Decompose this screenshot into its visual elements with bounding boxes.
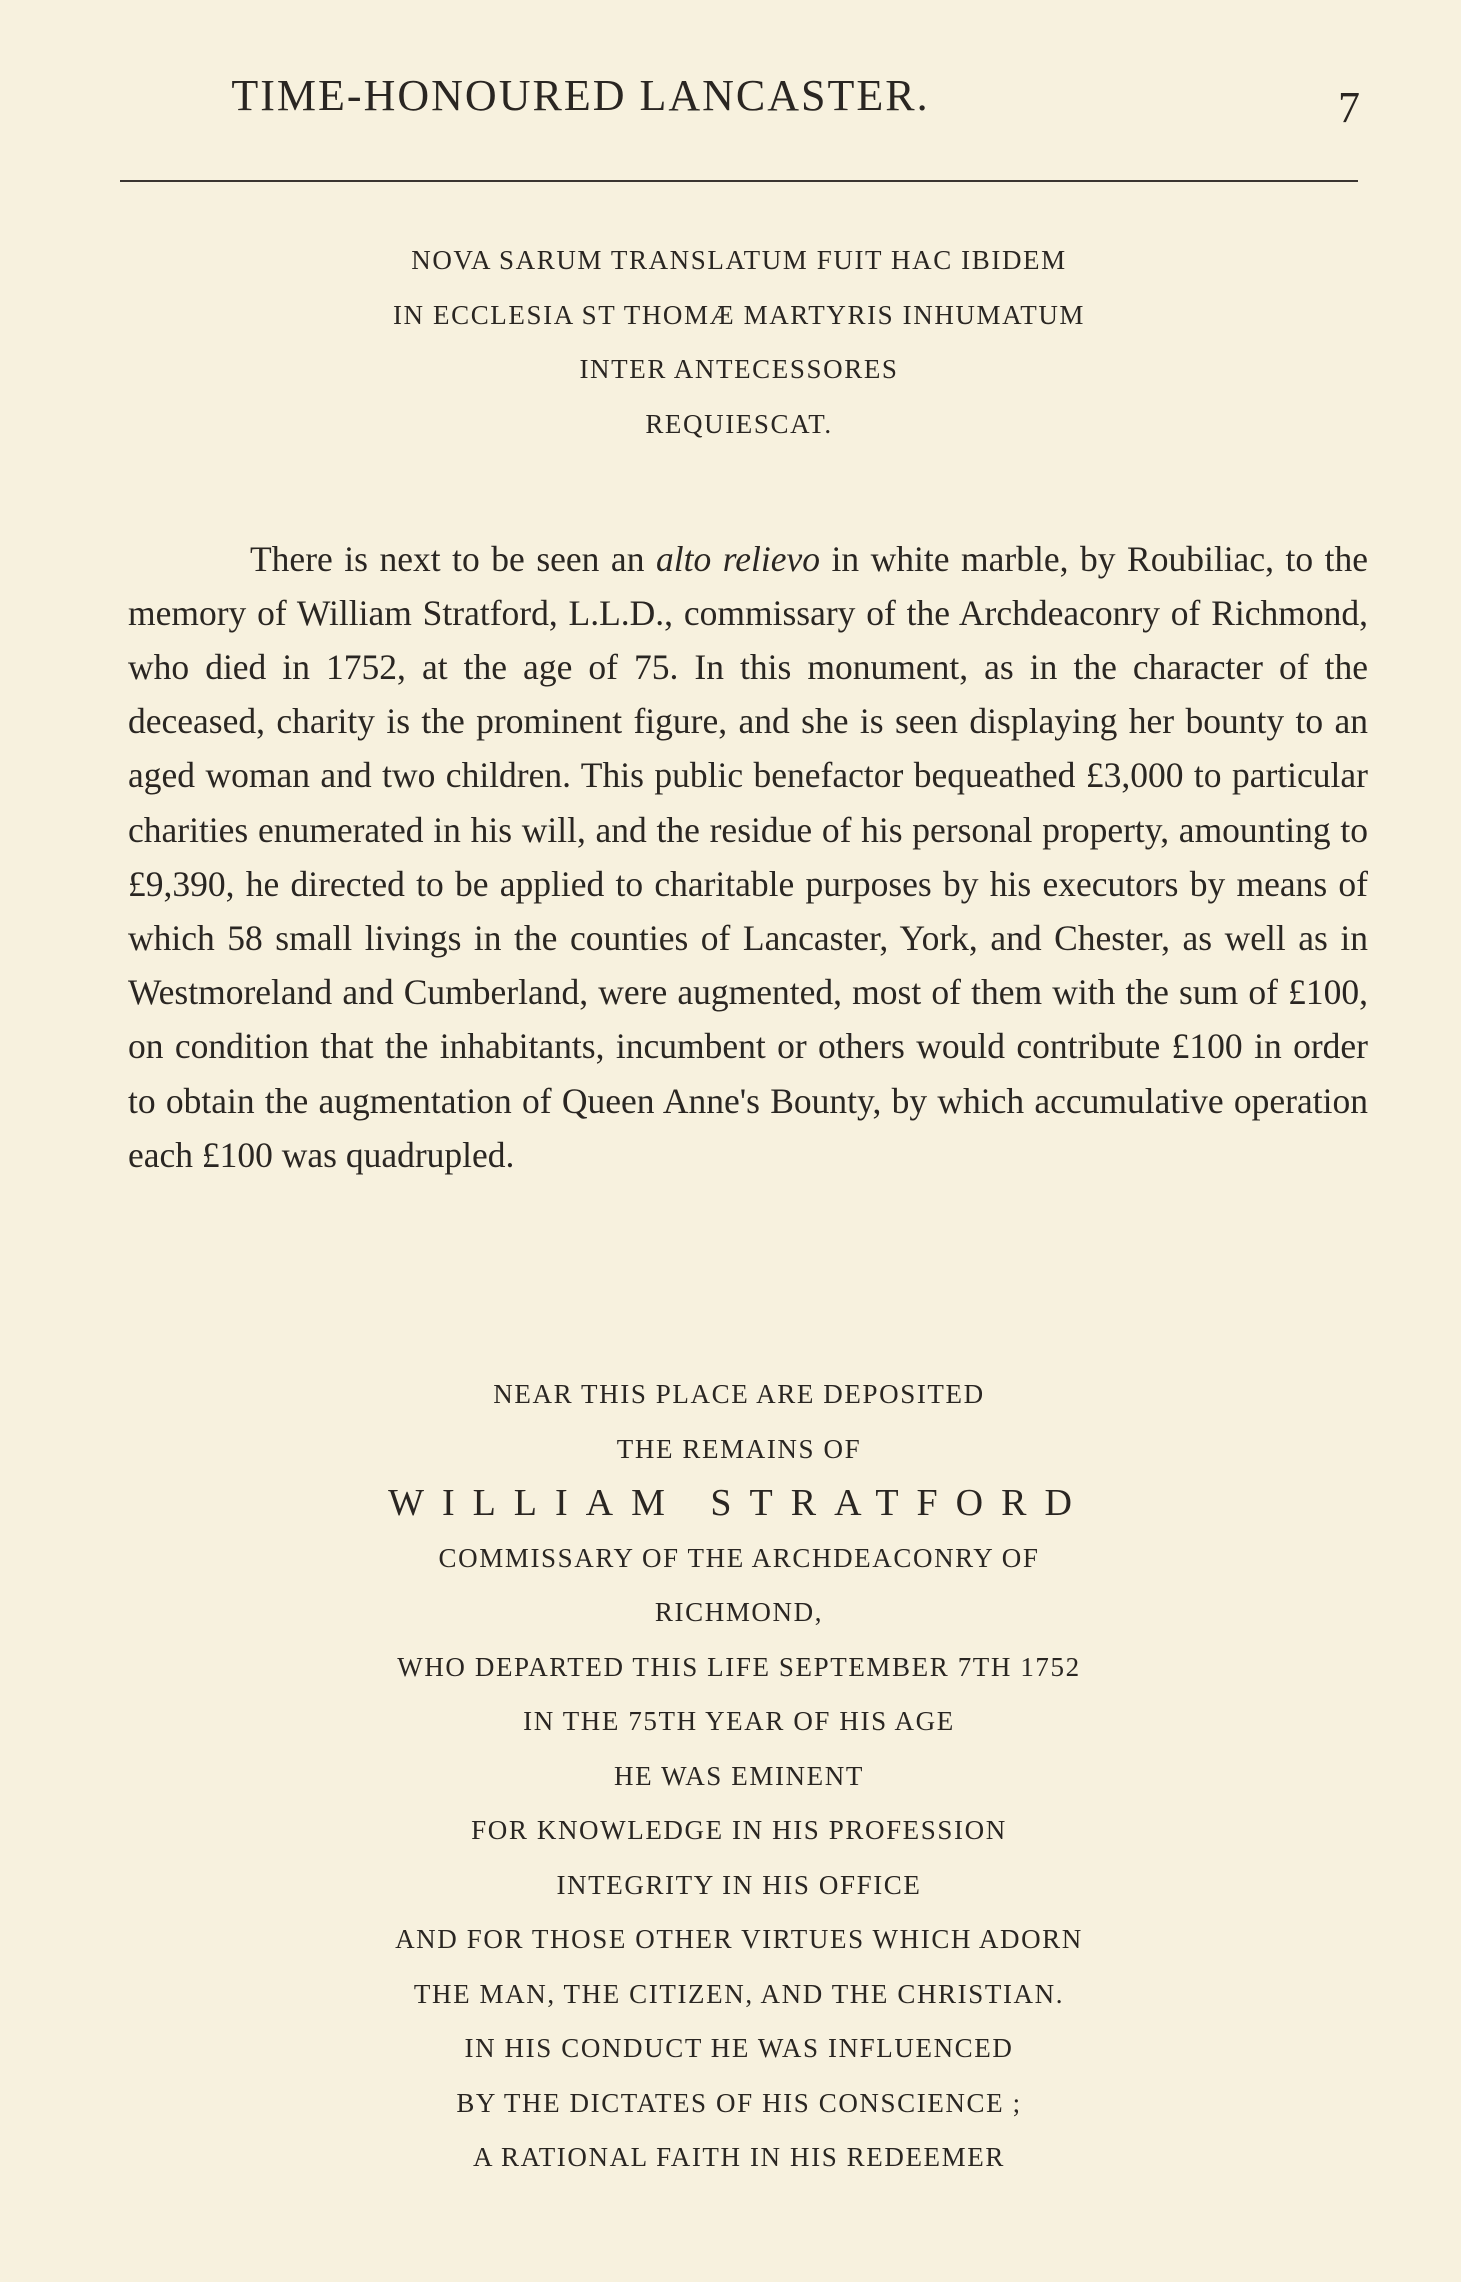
epitaph-line: FOR KNOWLEDGE IN HIS PROFESSION bbox=[471, 1815, 1007, 1845]
epitaph-line: THE MAN, THE CITIZEN, AND THE CHRISTIAN. bbox=[413, 1978, 1065, 2009]
epitaph-line: HE WAS EMINENT bbox=[614, 1760, 864, 1791]
epitaph-line: NEAR THIS PLACE ARE DEPOSITED bbox=[493, 1379, 985, 1409]
paragraph-text-rest: in white marble, by Roubiliac, to the memory of William Stratford, L.L.D., commissary of the Archdeaconry of Richmond, who died in 1752, at the age of 75. In this monument, as in the character of the deceased, charity is the prominent figure, and she is seen displaying her bounty to an aged woman and two children. This public benefactor bequeathed £3,000 to particular charities enumerated in his will, and the residue of his personal property, amounting to £9,390, he directed to be applied to charitable purposes by his executors by means of which 58 small livings in the counties of Lancaster, York, and Chester, as well as in Westmoreland and Cumberland, were augmented, most of them with the sum of £100, on condition that the inhabitants, incumbent or others would contribute £100 in order to obtain the augmentation of Queen Anne's Bounty, by which accumulative operation each £100 was quadrupled. bbox=[128, 538, 1368, 1175]
inscription-line: NOVA SARUM TRANSLATUM FUIT HAC IBIDEM bbox=[411, 245, 1067, 275]
inscription-line: IN ECCLESIA ST THOMÆ MARTYRIS INHUMATUM bbox=[392, 299, 1086, 330]
epitaph-line: IN THE 75TH YEAR OF HIS AGE bbox=[523, 1706, 955, 1736]
inscription-line: INTER ANTECESSORES bbox=[579, 354, 899, 384]
inscription-line: REQUIESCAT. bbox=[645, 408, 833, 439]
paragraph-text-start: There is next to be seen an bbox=[250, 538, 656, 579]
epitaph-line: AND FOR THOSE OTHER VIRTUES WHICH ADORN bbox=[395, 1924, 1083, 1954]
epitaph-line: A RATIONAL FAITH IN HIS REDEEMER bbox=[473, 2142, 1005, 2172]
epitaph-line: COMMISSARY OF THE ARCHDEACONRY OF bbox=[438, 1542, 1040, 1573]
latin-inscription bbox=[120, 233, 1358, 451]
epitaph-line: INTEGRITY IN HIS OFFICE bbox=[556, 1869, 922, 1900]
header-rule bbox=[120, 180, 1358, 182]
epitaph-line: BY THE DICTATES OF HIS CONSCIENCE ; bbox=[456, 2087, 1022, 2118]
page-number: 7 bbox=[1338, 83, 1360, 132]
stratford-epitaph bbox=[120, 1367, 1358, 2185]
epitaph-line: IN HIS CONDUCT HE WAS INFLUENCED bbox=[464, 2033, 1014, 2063]
paragraph-italic-phrase: alto relievo bbox=[655, 538, 820, 579]
running-head: TIME-HONOURED LANCASTER. bbox=[231, 71, 930, 120]
epitaph-line: THE REMAINS OF bbox=[616, 1433, 862, 1464]
body-paragraph bbox=[128, 532, 1368, 1182]
epitaph-line: WHO DEPARTED THIS LIFE SEPTEMBER 7TH 1752 bbox=[397, 1651, 1081, 1682]
epitaph-name: WILLIAM STRATFORD bbox=[388, 1482, 1090, 1524]
epitaph-line: RICHMOND, bbox=[654, 1597, 824, 1627]
